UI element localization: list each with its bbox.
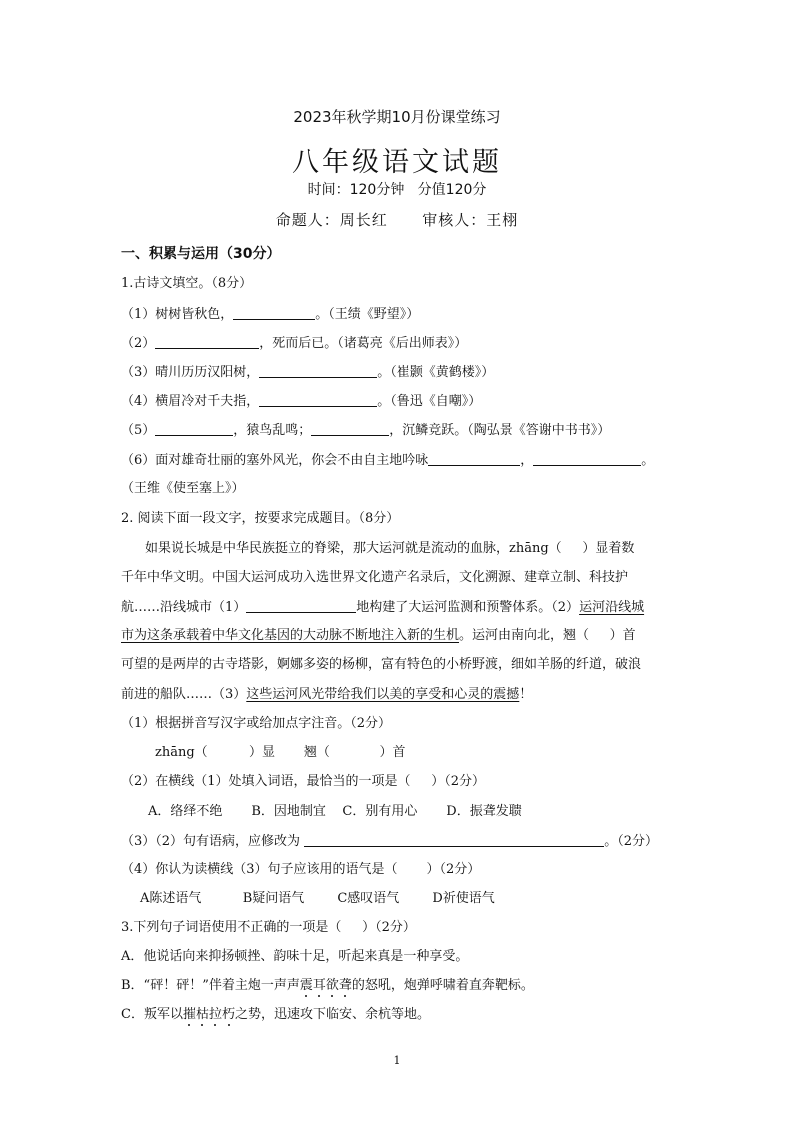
dotted-char: 枯 <box>195 1007 209 1022</box>
page-number: 1 <box>393 1054 401 1067</box>
dotted-word <box>300 978 352 993</box>
time-score: 时间：120分钟 分值120分 <box>307 182 487 198</box>
q2-sub-4: （4）你认为读横线（3）句子应该用的语气是（ ）（2分） <box>121 862 481 877</box>
answer-blank[interactable] <box>259 363 377 378</box>
q2-sub-4-options: A陈述语气 B疑问语气 C感叹语气 D祈使语气 <box>140 891 495 906</box>
passage-line-6: 前进的船队……（3）这些运河风光带给我们以美的享受和心灵的震撼！ <box>121 687 533 702</box>
dotted-char: 欲 <box>325 978 339 993</box>
authors: 命题人：周长红 审核人：王栩 <box>275 211 519 229</box>
passage-line-1: 如果说长城是中华民族挺立的脊梁，那大运河就是流动的血脉，zhāng（ ）显着数 <box>145 541 635 556</box>
answer-blank[interactable] <box>304 832 604 847</box>
answer-blank[interactable] <box>428 451 520 466</box>
dotted-char: 震 <box>299 978 313 993</box>
q1-line-6-source: （王维《使至塞上》） <box>121 481 245 496</box>
q1-line-6: （6）面对雄奇壮丽的塞外风光，你会不由自主地吟咏 ， 。 <box>121 453 655 468</box>
q2-sub-1-answer: zhāng（ ）显 翘（ ）首 <box>155 745 406 760</box>
q2-sub-2: （2）在横线（1）处填入词语，最恰当的一项是（ ）（2分） <box>121 774 485 789</box>
answer-blank[interactable] <box>233 305 315 320</box>
q1-line-3: （3）晴川历历汉阳树， 。（崔颢《黄鹤楼》） <box>121 365 495 380</box>
passage-line-4: 市为这条承载着中华文化基因的大动脉不断地注入新的生机。运河由南向北，翘（ ）首 <box>121 628 636 643</box>
dotted-char: 朽 <box>222 1007 236 1022</box>
q3-option-a: A．他说话向来抑扬顿挫、韵味十足，听起来真是一种享受。 <box>121 949 469 964</box>
dotted-char: 耳 <box>312 978 326 993</box>
q1-line-2: （2） ，死而后已。（诸葛亮《后出师表》） <box>121 336 468 351</box>
dotted-word <box>183 1007 235 1022</box>
answer-blank[interactable] <box>246 598 356 613</box>
q3-stem: 3.下列句子词语使用不正确的一项是（ ）（2分） <box>121 920 416 935</box>
q3-option-c: C．叛军以摧枯拉朽之势，迅速攻下临安、余杭等地。 <box>121 1007 431 1022</box>
exam-title: 八年级语文试题 <box>292 147 502 178</box>
q1-line-5: （5） ，猿鸟乱鸣； ，沉鳞竞跃。（陶弘景《答谢中书书》） <box>121 423 611 438</box>
q2-stem: 2. 阅读下面一段文字，按要求完成题目。（8分） <box>121 511 400 526</box>
section-heading: 一、积累与运用（30分） <box>121 246 281 262</box>
answer-blank[interactable] <box>533 451 641 466</box>
answer-blank[interactable] <box>155 421 233 436</box>
passage-line-5: 可望的是两岸的古寺塔影，婀娜多姿的杨柳，富有特色的小桥野渡，细如羊肠的纤道，破浪 <box>121 657 642 672</box>
q1-stem: 1.古诗文填空。（8分） <box>121 276 253 291</box>
q2-sub-1: （1）根据拼音写汉字或给加点字注音。（2分） <box>121 716 392 731</box>
q1-line-4: （4）横眉冷对千夫指， 。（鲁迅《自嘲》） <box>121 394 482 409</box>
answer-blank[interactable] <box>259 392 377 407</box>
q1-line-1: （1）树树皆秋色， 。（王绩《野望》） <box>121 307 420 322</box>
answer-blank[interactable] <box>155 334 259 349</box>
q2-sub-2-options: A．络绎不绝 B．因地制宜 C．别有用心 D．振聋发聩 <box>148 804 522 819</box>
passage-line-2: 千年中华文明。中国大运河成功入选世界文化遗产名录后，文化溯源、建章立制、科技护 <box>121 570 629 585</box>
exam-term: 2023年秋学期10月份课堂练习 <box>293 108 501 126</box>
q2-sub-3: （3）（2）句有语病，应修改为 。（2分） <box>121 834 658 849</box>
dotted-char: 摧 <box>182 1007 196 1022</box>
dotted-char: 拉 <box>208 1007 222 1022</box>
q3-option-b: B．“砰！砰！”伴着主炮一声声震耳欲聋的怒吼，炮弹呼啸着直奔靶标。 <box>121 978 534 993</box>
answer-blank[interactable] <box>311 421 389 436</box>
passage-line-3: 航……沿线城市（1） 地构建了大运河监测和预警体系。（2）运河沿线城 <box>121 600 645 615</box>
dotted-char: 聋 <box>338 978 352 993</box>
